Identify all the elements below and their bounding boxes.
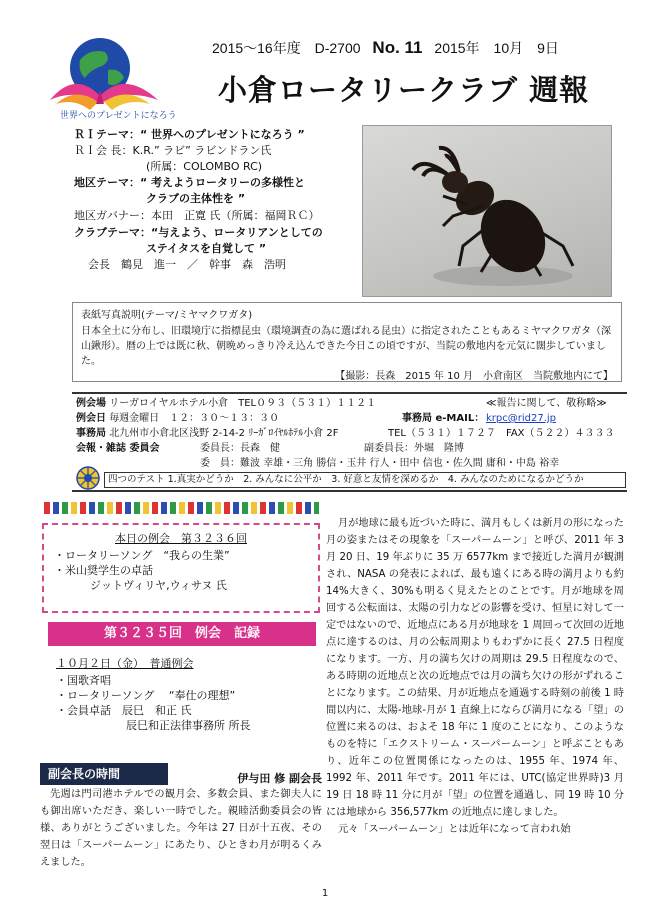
ri-theme: “ 世界へのプレゼントになろう ” [140, 128, 305, 141]
record-speaker-title: 辰巳和正法律事務所 所長 [126, 719, 251, 732]
today-meeting-speaker: ジットヴィリヤ,ウィサヌ 氏 [90, 579, 227, 592]
office-label: 事務局 [76, 428, 106, 439]
supermoon-article [326, 515, 624, 838]
fiscal-year: 2015～16年度 [212, 40, 301, 56]
rotary-wheel-icon [76, 466, 100, 490]
committee-row [76, 441, 623, 456]
district-theme-label: 地区テーマ： [74, 176, 140, 189]
header-meta [212, 38, 632, 58]
photo-caption [72, 302, 622, 382]
club-theme-label: クラブテーマ： [74, 226, 151, 239]
page-number: 1 [321, 888, 329, 899]
today-meeting-title: 本日の例会 第３２３６回 [115, 532, 247, 545]
four-way-test: 四つのテスト 1.真実かどうか 2. みんなに公平か 3. 好意と友情を深めるか 4. みんなのためになるかどうか [104, 472, 626, 488]
venue: リーガロイヤルホテル小倉 TEL０９３（５３１）１１２１ [109, 398, 377, 409]
committee-members: 委 員：難波 幸雄・三角 勝信・玉井 行人・田中 信也・佐久間 庸和・中島 裕幸 [200, 458, 560, 469]
district-theme-line2: クラブの主体性を ” [146, 192, 246, 205]
committee-chair: 委員長：長森 健 [200, 443, 280, 454]
venue-row [76, 396, 623, 411]
day-label: 例会日 [76, 413, 106, 424]
article-body-tail: 元々「スーパームーン」とは近年になって言われ始 [338, 824, 571, 835]
report-note: ≪報告に関して、敬称略≫ [486, 398, 607, 409]
office-phone: TEL（５３１）１７２７ FAX（５２２）４３３３ [388, 428, 615, 439]
governor-row [74, 209, 364, 223]
issue-number: No. 11 [372, 38, 423, 57]
previous-meeting [56, 656, 316, 733]
committee-vice-chair: 副委員長：外堀 隆博 [364, 443, 464, 454]
venue-label: 例会場 [76, 398, 106, 409]
ri-president: K.R.” ラビ” ラビンドラン氏 [132, 144, 272, 157]
club-theme-row [74, 226, 364, 240]
office-row [76, 426, 623, 441]
caption-body: 日本全土に分布し、旧環境庁に指標昆虫（環境調査の為に選ばれる昆虫）に指定されたこともあるミヤマクワガタ（深山鍬形）。暦の上では既に秋、朝晩めっきり冷え込んできた今日この頃ですが、当院の敷地内を元気に闊歩していました。 [81, 326, 611, 367]
record-item: ・ロータリーソング “奉仕の理想” [56, 689, 236, 702]
ri-theme-row [74, 128, 364, 142]
issue-date: 2015年 10月 9日 [434, 40, 559, 56]
stag-beetle-icon [363, 126, 612, 297]
district-number: D-2700 [314, 40, 361, 56]
today-meeting-box [42, 523, 320, 613]
ri-president-row [74, 144, 364, 158]
flags-banner [44, 502, 319, 514]
district-theme-line1: “ 考えようロータリーの多様性と [140, 176, 306, 189]
vice-president-heading: 副会長の時間 [40, 763, 168, 785]
ri-president-label: ＲＩ会 長： [74, 144, 133, 157]
caption-title: 表紙写真説明(テーマ/ミヤマクワガタ) [81, 310, 253, 321]
today-meeting-item: ・米山奨学生の卓話 [54, 564, 153, 577]
district-theme-row [74, 176, 364, 190]
office-address: 北九州市小倉北区浅野 2-14-2 ﾘｰｶﾞﾛｲﾔﾙﾎﾃﾙ小倉 2F [109, 428, 339, 439]
ri-president-affiliation: (所属：COLOMBO RC) [146, 160, 263, 173]
previous-meeting-date: １０月２日（金） 普通例会 [56, 657, 194, 670]
officers: 会長 鶴見 進一 ／ 幹事 森 浩明 [88, 258, 286, 271]
vice-president-body: 先週は門司港ホテルでの観月会、多数会員、また御夫人にも御出席いただき、楽しい一時でした。親睦活動委員会の皆様、ありがとうございました。今年は 27 日が十五夜、その翌日は「スーパームーン」にあたり、ひときわ月が明るくみえました。 [40, 789, 322, 868]
meeting-day: 毎週金曜日 １２：３０～１３：３０ [109, 413, 280, 424]
record-item: ・会員卓話 辰巳 和正 氏 [56, 704, 192, 717]
caption-credit: 【撮影：長森 2015 年 10 月 小倉南区 当院敷地内にて】 [335, 371, 613, 382]
newsletter-title: 小倉ロータリークラブ 週報 [218, 73, 590, 107]
day-row [76, 411, 623, 426]
club-theme-line1: “与えよう、ロータリアンとしての [151, 226, 323, 239]
record-heading: 第３２３５回 例会 記録 [48, 622, 316, 646]
ri-theme-label: ＲＩテーマ： [74, 128, 140, 141]
cover-photo [362, 125, 612, 297]
email-label: 事務局 e-MAIL： [402, 413, 485, 424]
club-logo [30, 30, 200, 122]
club-theme-line2: ステイタスを自覚して ” [146, 242, 267, 255]
themes-block [74, 128, 364, 274]
email-link[interactable]: krpc@rid27.jp [486, 413, 557, 424]
today-meeting-item: ・ロータリーソング “我らの生業” [54, 549, 230, 562]
governor-label: 地区ガバナー： [74, 209, 151, 222]
record-item: ・国歌斉唱 [56, 674, 111, 687]
committee-label: 会報・雑誌 委員会 [76, 443, 160, 454]
article-body: 月が地球に最も近づいた時に、満月もしくは新月の形になった月の姿またはその現象を「スーパームーン」と呼び、2011 年 3 月 20 日、19 年ぶりに 35 万 6577km まで接近した満月が観測され、NASA の発表によれば、最も遠くにある時の満月よりも約 14%大きく、30%も明るく見えたとのことです。月が地球を周回する公転面は、太陽の引力などの影響を受け、恒星に対して一定ではないので、近地点にある月が地球を 1 周回って次回の近地点に達するのは、月の公転周期よりもわずかに長く 27.5 日程度になります。一方、月の満ち欠けの周期は 29.5 日程度なので、ある時期の近地点と次の近地点では月の満ち欠けの形がずれることになります。この結果、月が近地点を通過する時刻の前後 1 時間以内に、太陽-地球-月が 1 直線上にならび満月になる「望」の位置に来るのは、およそ 18 年に 1 度のことになり、このようなものを特に「エクストリーム・スーパームーン」と呼ぶこともあり、近年この位置関係になったのは、1955 年、1974 年、1992 年、2011 年です。2011 年には、UTC(協定世界時)3 月 19 日 18 時 11 分に月が「望」の位置を通過し、同 19 時 10 分には地球から 356,577km の近地点に達しました。 [326, 518, 625, 818]
logo-caption: 世界へのプレゼントになろう [60, 111, 177, 121]
vice-president-author: 伊与田 修 副会長 [237, 772, 322, 785]
governor: 本田 正寛 氏（所属：福岡ＲＣ） [151, 209, 320, 222]
members-row [76, 456, 623, 471]
